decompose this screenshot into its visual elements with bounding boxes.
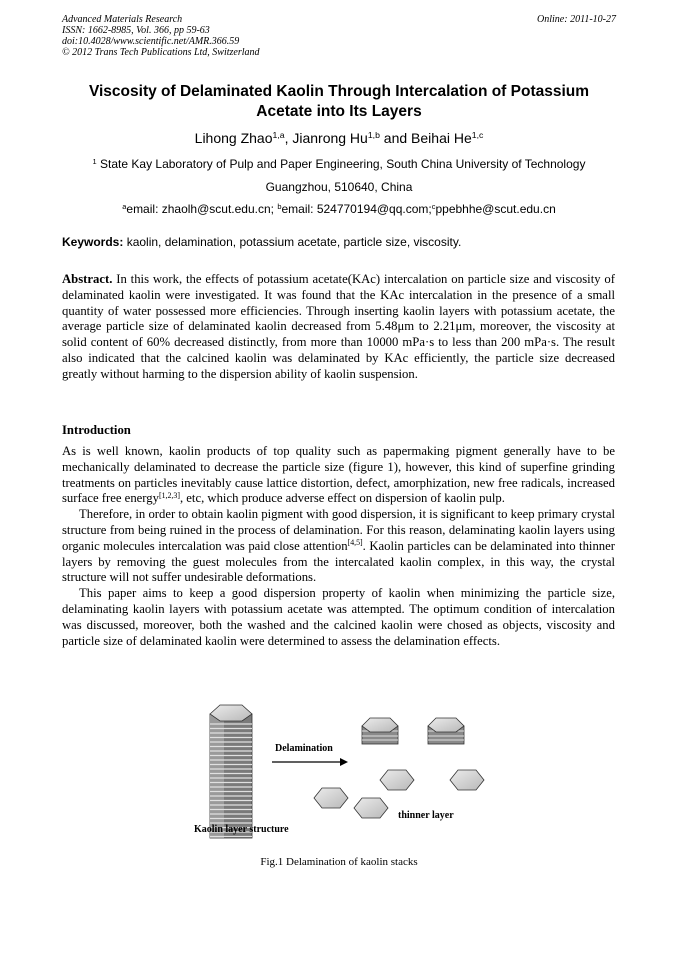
author-affiliation-mark: 1,a bbox=[272, 130, 285, 141]
figure-caption: Fig.1 Delamination of kaolin stacks bbox=[260, 856, 418, 868]
paper-title: Viscosity of Delaminated Kaolin Through Intercalation of Potassium Acetate into Its Layers bbox=[88, 83, 590, 120]
intro-paragraph-2 bbox=[62, 507, 615, 586]
author-affiliation-mark: 1,c bbox=[471, 130, 484, 141]
citation-ref: [1,2,3] bbox=[158, 491, 180, 501]
intro-p1-text: As is well known, kaolin products of top quality such as papermaking pigment generally have to be mechanically delaminated to decrease the particle size (figure 1), however, this kind of superfine grinding treatments on particles inevitably cause lattice distortion, defect, amorphization, new free radicals, increased surface free energy bbox=[62, 444, 615, 506]
section-heading-introduction: Introduction bbox=[62, 423, 131, 437]
intro-p1-text-end: , etc, which produce adverse effect on dispersion of kaolin pulp. bbox=[179, 491, 505, 506]
kaolin-stack bbox=[210, 705, 252, 838]
author-separator: , bbox=[284, 130, 293, 146]
affiliation-line-1 bbox=[62, 157, 616, 171]
email-text: email: zhaolh@scut.edu.cn; bbox=[126, 202, 278, 216]
email-line bbox=[62, 202, 616, 216]
kaolin-structure-label: Kaolin layer structure bbox=[194, 824, 289, 835]
affiliation-line-2: Guangzhou, 510640, China bbox=[265, 180, 413, 194]
intro-paragraph-3: This paper aims to keep a good dispersion property of kaolin when minimizing the particle size, delaminating kaolin layers with potassium acetate was attempted. The optimum condition of intercalation was discussed, moreover, both the washed and the calcined kaolin were chosed as objects, viscosity and particle size of delaminated kaolin were determined to assess the delamination effects. bbox=[62, 586, 615, 648]
keywords bbox=[62, 235, 616, 249]
running-header bbox=[62, 14, 616, 58]
author-affiliation-mark: 1,b bbox=[367, 130, 380, 141]
journal-name: Advanced Materials Research bbox=[62, 14, 183, 25]
author-separator: and bbox=[379, 130, 412, 146]
thin-layer-hexagon bbox=[380, 770, 414, 790]
copyright-line: © 2012 Trans Tech Publications Ltd, Switzerland bbox=[62, 47, 260, 58]
author-name: Beihai He bbox=[411, 130, 472, 146]
keywords-label: Keywords: bbox=[62, 235, 124, 249]
intro-p2-text-end: . Kaolin particles can be delaminated into thinner layers by removing the guest molecules from the intercalated kaolin complex, in this way, the crystal structure will not suffer undesirable deformations. bbox=[62, 538, 615, 585]
email-text: ppebhhe@scut.edu.cn bbox=[435, 202, 556, 216]
abstract bbox=[62, 272, 615, 383]
abstract-text: In this work, the effects of potassium acetate(KAc) intercalation on particle size and viscosity of delaminated kaolin were investigated. It was found that the KAc intercalation in the presence of a small quantity of water possessed more efficiencies. Through inserting kaolin layers with potassium acetate, the average particle size of delaminated kaolin decreased from 5.48μm to 2.21μm, moreover, the viscosity at solid content of 60% decreased distinctly, from more than 10000 mPa·s to less than 200 mPa·s. The result also indicated that the calcined kaolin was delaminated by KAc efficiently, the particle size decreased greatly without harming to the dispersion ability of kaolin suspension. bbox=[62, 272, 615, 381]
thin-stack-2 bbox=[428, 718, 464, 744]
thinner-layer-label: thinner layer bbox=[398, 810, 454, 821]
intro-paragraph-1 bbox=[62, 444, 615, 507]
delamination-figure bbox=[190, 700, 510, 850]
email-mark: c bbox=[431, 201, 436, 211]
affiliation-mark: 1 bbox=[92, 156, 97, 166]
thin-stack-1 bbox=[362, 718, 398, 744]
thin-layer-hexagon bbox=[354, 798, 388, 818]
delamination-label: Delamination bbox=[275, 743, 333, 754]
email-mark: b bbox=[277, 201, 282, 211]
doi-line: doi:10.4028/www.scientific.net/AMR.366.59 bbox=[62, 36, 240, 47]
introduction-body bbox=[62, 444, 615, 649]
affiliation-text: State Kay Laboratory of Pulp and Paper Engineering, South China University of Technology bbox=[100, 157, 586, 171]
author-name: Lihong Zhao bbox=[194, 130, 273, 146]
abstract-label: Abstract. bbox=[62, 272, 113, 286]
keywords-text: kaolin, delamination, potassium acetate, particle size, viscosity. bbox=[126, 235, 462, 249]
intro-p2-text: Therefore, in order to obtain kaolin pigment with good dispersion, it is significant to keep primary crystal structure from being ruined in the process of delamination. For this reason, delaminating kaolin layers using organic molecules intercalation was paid close attention bbox=[62, 507, 615, 553]
thin-layer-hexagon bbox=[450, 770, 484, 790]
email-text: email: 524770194@qq.com; bbox=[281, 202, 432, 216]
issn-line: ISSN: 1662-8985, Vol. 366, pp 59-63 bbox=[62, 25, 210, 36]
author-list bbox=[62, 130, 616, 146]
delamination-arrow bbox=[272, 758, 348, 766]
online-date: Online: 2011-10-27 bbox=[537, 14, 616, 25]
citation-ref: [4,5] bbox=[347, 538, 363, 548]
author-name: Jianrong Hu bbox=[292, 130, 368, 146]
thin-layer-hexagon bbox=[314, 788, 348, 808]
email-mark: a bbox=[122, 201, 127, 211]
